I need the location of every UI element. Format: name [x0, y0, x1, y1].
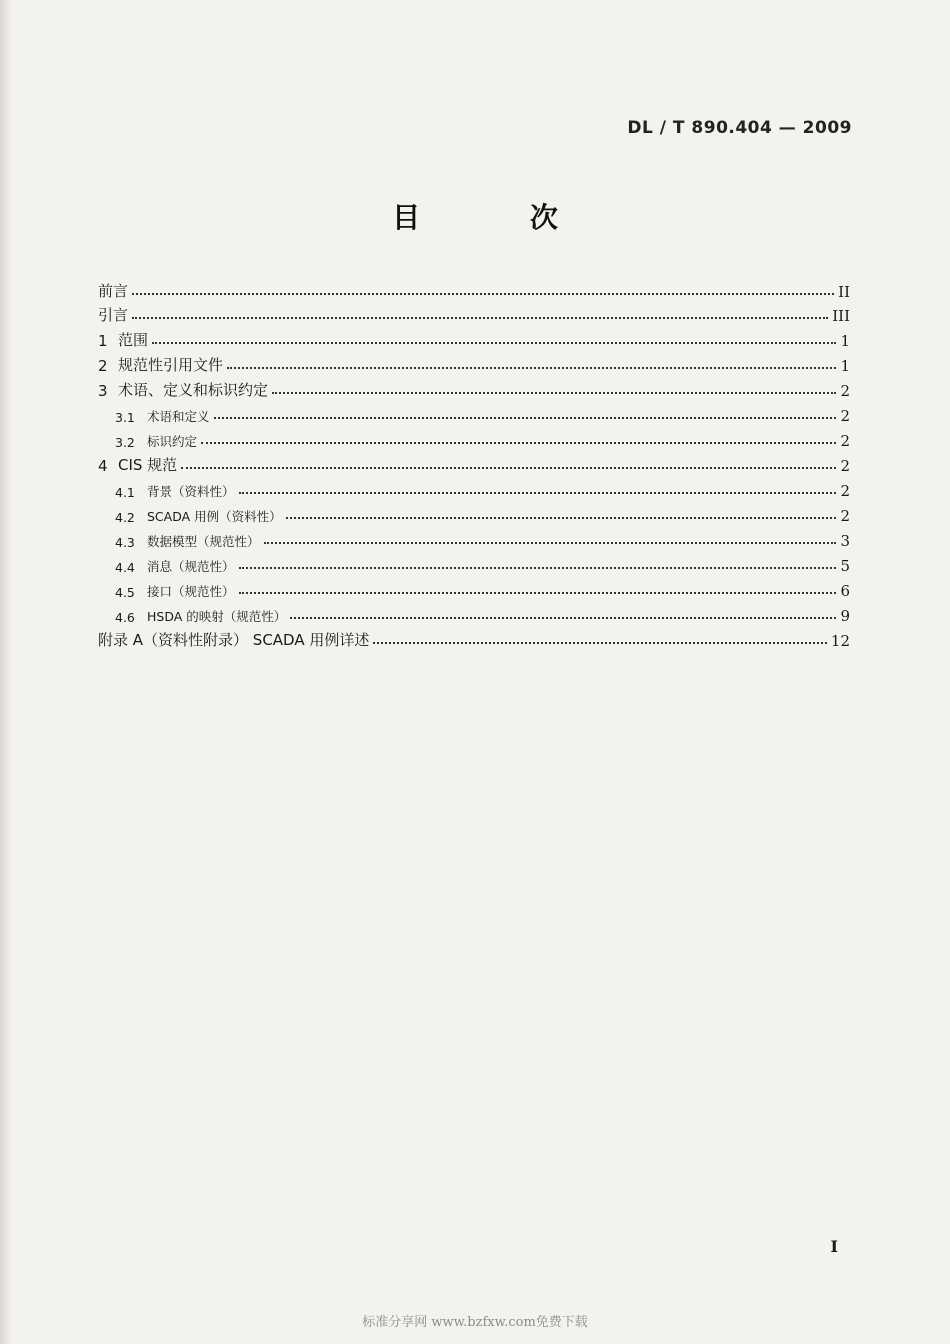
toc-entry[interactable] [115, 499, 850, 525]
toc-entry-page: 1 [840, 332, 850, 350]
toc-entry-page: 2 [840, 407, 850, 425]
toc-entry[interactable] [115, 474, 850, 500]
toc-entry[interactable] [98, 374, 850, 400]
leader-dots [286, 517, 837, 519]
leader-dots [201, 442, 836, 444]
leader-dots [132, 293, 834, 295]
toc-entry-page: 2 [840, 482, 850, 500]
toc-entry-number: 2 [98, 357, 108, 375]
leader-dots [272, 392, 836, 394]
toc-entry-label: 术语、定义和标识约定 [118, 381, 269, 399]
toc-entry-page: II [838, 283, 850, 301]
toc-entry-number: 3 [98, 382, 108, 400]
toc-entry-number: 4.6 [115, 610, 135, 625]
leader-dots [239, 492, 837, 494]
toc-entry-page: 2 [840, 457, 850, 475]
toc-entry-page: 2 [840, 507, 850, 525]
toc-entry[interactable] [115, 574, 850, 600]
toc-entry-page: III [832, 307, 850, 325]
toc-entry[interactable] [98, 299, 850, 325]
toc-entry-label: 范围 [118, 331, 149, 349]
toc-entry[interactable] [115, 424, 850, 450]
toc-entry-label: CIS 规范 [118, 456, 178, 474]
toc-entry-number: 3.2 [115, 435, 135, 450]
page-number: I [830, 1237, 838, 1256]
leader-dots [214, 417, 837, 419]
toc-entry-page: 9 [840, 607, 850, 625]
toc-entry-page: 2 [840, 382, 850, 400]
toc-entry-label: SCADA 用例（资料性） [147, 509, 282, 524]
leader-dots [239, 592, 837, 594]
toc-entry-page: 5 [840, 557, 850, 575]
toc-entry-page: 2 [840, 432, 850, 450]
toc-entry[interactable] [98, 324, 850, 350]
toc-entry[interactable] [115, 549, 850, 575]
toc-entry-label: 接口（规范性） [147, 584, 235, 599]
toc-entry-page: 12 [830, 632, 850, 650]
toc-entry-number: 4.3 [115, 535, 135, 550]
toc-entry[interactable] [98, 449, 850, 475]
toc-entry-number: 4.2 [115, 510, 135, 525]
toc-entry-number: 4.4 [115, 560, 135, 575]
document-code: DL / T 890.404 — 2009 [627, 118, 852, 138]
toc-entry-label: 消息（规范性） [147, 559, 235, 574]
leader-dots [264, 542, 837, 544]
toc-entry[interactable] [98, 349, 850, 375]
leader-dots [227, 367, 836, 369]
toc-entry[interactable] [98, 275, 850, 301]
leader-dots [132, 317, 828, 319]
leader-dots [181, 467, 836, 469]
toc-entry-page: 6 [840, 582, 850, 600]
toc-entry-number: 3.1 [115, 410, 135, 425]
leader-dots [373, 642, 827, 644]
toc-entry-number: 4.1 [115, 485, 135, 500]
leader-dots [152, 342, 836, 344]
footer-watermark: 标准分享网 www.bzfxw.com免费下载 [362, 1315, 588, 1330]
toc-entry-number: 4 [98, 457, 108, 475]
toc-entry[interactable] [115, 599, 850, 625]
toc-entry-label: 引言 [98, 306, 129, 324]
toc-entry[interactable] [115, 399, 850, 425]
page-title: 目 次 [392, 201, 608, 234]
toc-entry-number: 1 [98, 332, 108, 350]
toc-entry-label: 术语和定义 [147, 409, 210, 424]
toc-entry-page: 1 [840, 357, 850, 375]
toc-entry-number: 4.5 [115, 585, 135, 600]
leader-dots [239, 567, 837, 569]
toc-entry-label: 前言 [98, 282, 129, 300]
toc-entry-label: 标识约定 [147, 434, 198, 449]
toc-entry-label: 背景（资料性） [147, 484, 235, 499]
toc-entry-page: 3 [840, 532, 850, 550]
toc-entry[interactable] [98, 624, 850, 650]
toc-entry-label: 规范性引用文件 [118, 356, 224, 374]
toc-entry-label: 附录 A（资料性附录） SCADA 用例详述 [98, 631, 370, 649]
toc-entry[interactable] [115, 524, 850, 550]
toc-entry-label: 数据模型（规范性） [147, 534, 260, 549]
leader-dots [290, 617, 836, 619]
toc-entry-label: HSDA 的映射（规范性） [147, 609, 287, 624]
